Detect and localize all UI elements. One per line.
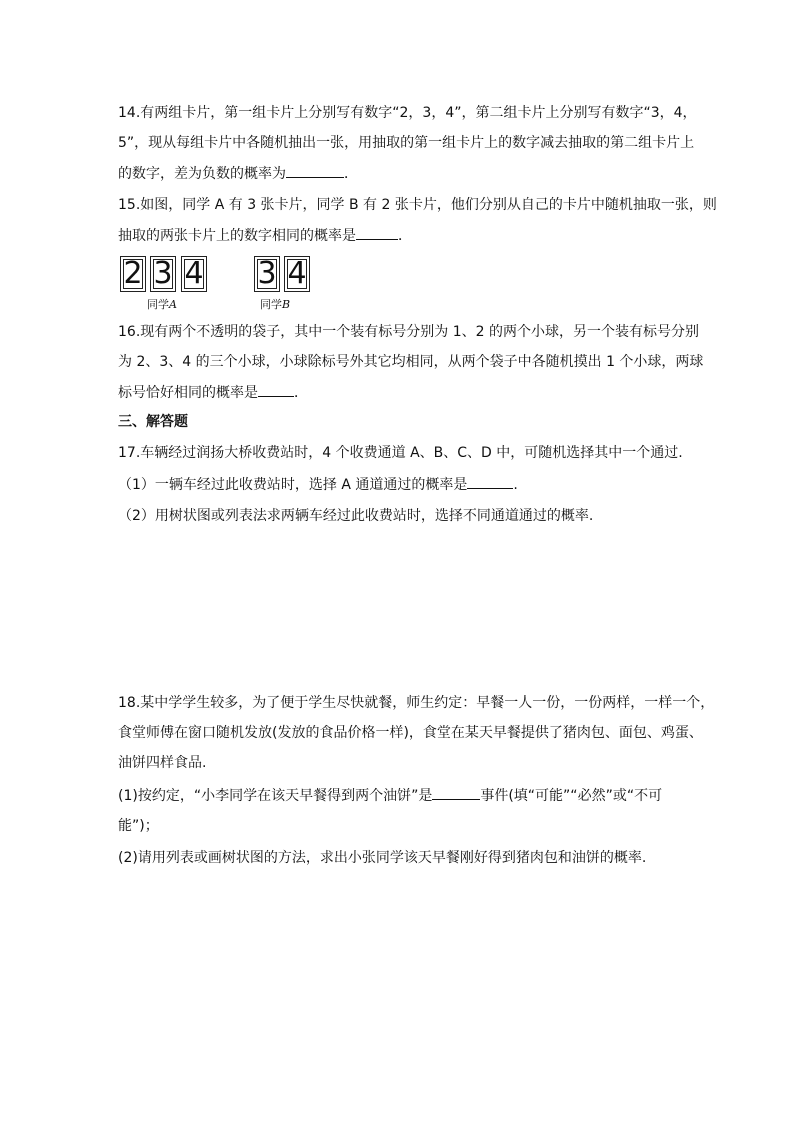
q16-line-3-text: 标号恰好相同的概率是 — [118, 385, 258, 401]
card-a-2: 3 — [150, 256, 176, 292]
q14-line-3 — [118, 163, 358, 184]
q17-part-2: （2）用树状图或列表法求两辆车经过此收费站时，选择不同通道通过的概率. — [118, 508, 594, 524]
q18-part-1-text-b: 事件(填“可能”“必然”或“不可 — [480, 788, 663, 804]
q15-line-1: 15.如图，同学 A 有 3 张卡片，同学 B 有 2 张卡片，他们分别从自己的卡片中随机抽取一张，则 — [118, 197, 717, 213]
card-label-a-prefix: 同学 — [147, 298, 169, 311]
q14-line-3-end: ． — [344, 166, 358, 182]
q17-part-1-text: （1）一辆车经过此收费站时，选择 A 通道通过的概率是 — [118, 477, 468, 493]
q18-line-2: 食堂师傅在窗口随机发放(发放的食品价格一样)，食堂在某天早餐提供了猪肉包、面包、鸡蛋、 — [118, 725, 703, 741]
q15-answer-blank — [356, 225, 398, 240]
card-label-a-letter: A — [169, 298, 177, 311]
q14-answer-blank — [286, 163, 344, 178]
q14-line-3-text: 的数字，差为负数的概率为 — [118, 166, 286, 182]
q15-line-2-text: 抽取的两张卡片上的数字相同的概率是 — [118, 228, 356, 244]
q18-part-1-cont: 能”)； — [118, 818, 159, 834]
q14-line-1: 14.有两组卡片，第一组卡片上分别写有数字“2，3，4”，第二组卡片上分别写有数字“3，4， — [118, 105, 697, 121]
q17-part-1-end: . — [513, 477, 518, 493]
q16-answer-blank — [258, 382, 294, 397]
q17-line-1: 17.车辆经过润扬大桥收费站时，4 个收费通道 A、B、C、D 中，可随机选择其中一个通过. — [118, 445, 683, 461]
card-a-1: 2 — [120, 256, 146, 292]
q15-line-2 — [118, 225, 412, 246]
q15-line-2-end: ． — [398, 228, 412, 244]
card-b-2: 4 — [284, 256, 310, 292]
q14-line-2: 5”，现从每组卡片中各随机抽出一张，用抽取的第一组卡片上的数字减去抽取的第二组卡片上 — [118, 135, 695, 151]
q16-line-3 — [118, 382, 308, 403]
card-a-3: 4 — [181, 256, 207, 292]
card-label-b-prefix: 同学 — [260, 298, 282, 311]
card-label-b — [260, 296, 290, 312]
cards-figure — [120, 256, 340, 316]
q18-part-2: (2)请用列表或画树状图的方法，求出小张同学该天早餐刚好得到猪肉包和油饼的概率. — [118, 850, 647, 866]
q18-part-1 — [118, 785, 662, 806]
card-label-a — [147, 296, 177, 312]
card-b-1: 3 — [254, 256, 280, 292]
q18-line-1: 18.某中学学生较多，为了便于学生尽快就餐，师生约定：早餐一人一份，一份两样，一样一个， — [118, 695, 715, 711]
q16-line-3-end: ． — [294, 385, 308, 401]
card-label-b-letter: B — [282, 298, 291, 311]
q18-part-1-text-a: (1)按约定，“小李同学在该天早餐得到两个油饼”是 — [118, 788, 433, 804]
q18-answer-blank — [432, 785, 480, 800]
q17-answer-blank — [467, 474, 513, 489]
section-3-heading: 三、解答题 — [118, 414, 188, 430]
q17-part-1 — [118, 474, 518, 495]
q16-line-2: 为 2、3、4 的三个小球，小球除标号外其它均相同，从两个袋子中各随机摸出 1 个小球，两球 — [118, 354, 704, 370]
q16-line-1: 16.现有两个不透明的袋子，其中一个装有标号分别为 1、2 的两个小球，另一个装有标号分别 — [118, 324, 699, 340]
q18-line-3: 油饼四样食品. — [118, 755, 207, 771]
